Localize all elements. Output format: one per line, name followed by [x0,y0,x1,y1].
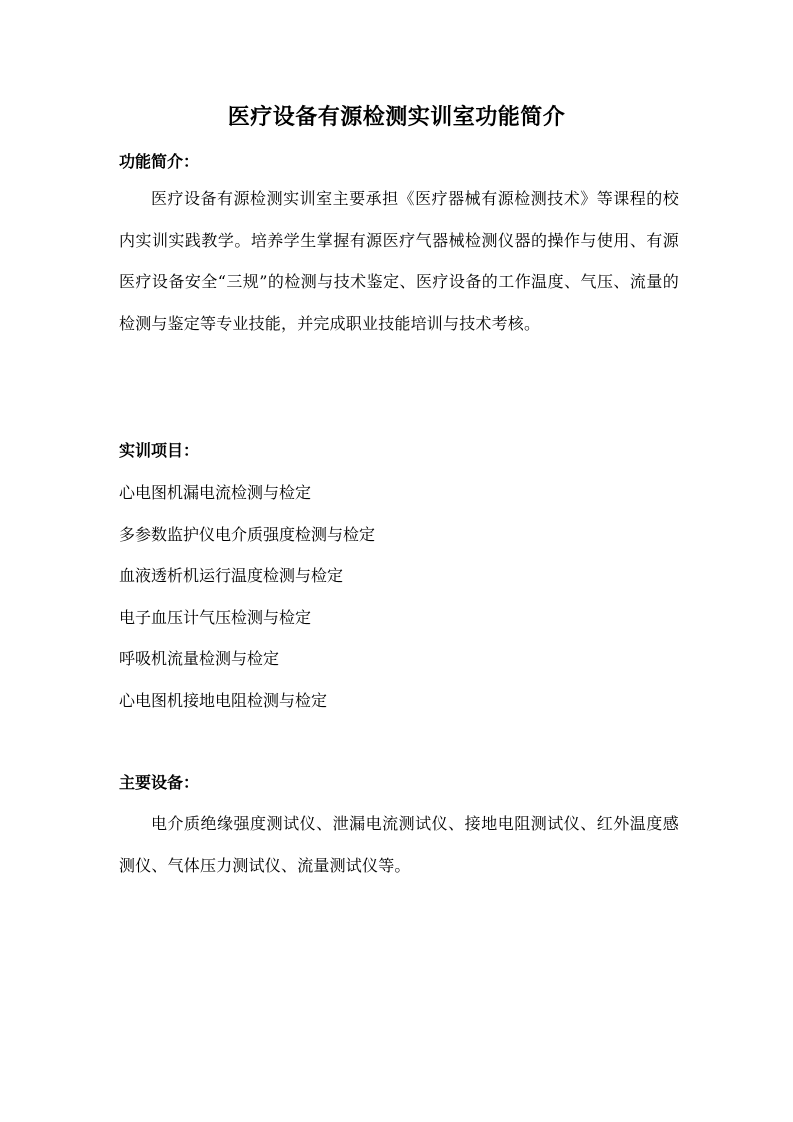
section-heading-projects: 实训项目： [119,441,200,460]
list-item: 电子血压计气压检测与检定 [119,607,312,627]
list-item: 呼吸机流量检测与检定 [119,649,280,668]
list-item: 血液透析机运行温度检测与检定 [119,566,344,585]
list-item: 多参数监护仪电介质强度检测与检定 [119,524,376,544]
list-item: 心电图机接地电阻检测与检定 [119,690,328,710]
list-item: 心电图机漏电流检测与检定 [119,483,312,502]
project-list [119,479,375,728]
equipment-paragraph: 电介质绝缘强度测试仪、泄漏电流测试仪、接地电阻测试仪、红外温度感测仪、气体压力测试仪、流量测试仪等。 [119,814,679,875]
intro-paragraph: 医疗设备有源检测实训室主要承担《医疗器械有源检测技术》等课程的校内实训实践教学。培养学生掌握有源医疗气器械检测仪器的操作与使用、有源医疗设备安全“三规”的检测与技术鉴定、医疗设备的工作温度、气压、流量的检测与鉴定等专业技能，并完成职业技能培训与技术考核。 [119,189,679,333]
section-heading-intro: 功能简介： [119,152,200,171]
document-title: 医疗设备有源检测实训室功能简介 [227,104,566,130]
section-heading-equipment: 主要设备： [119,773,200,792]
